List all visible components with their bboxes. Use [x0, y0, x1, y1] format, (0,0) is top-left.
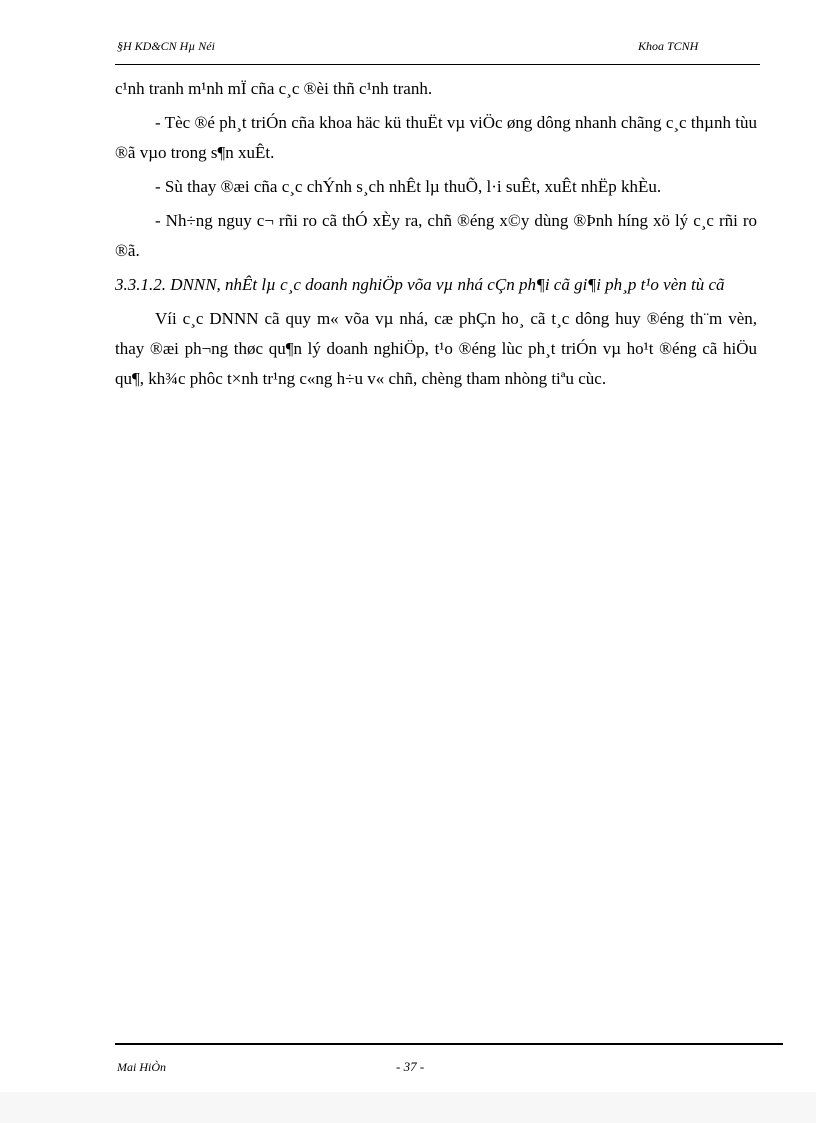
section-subheading: 3.3.1.2. DNNN, nhÊt lµ c¸c doanh nghiÖp võa vµ nhá cÇn ph¶i cã gi¶i ph¸p t¹o vèn tù cã — [115, 275, 725, 294]
main-body — [115, 74, 757, 398]
header-school-name: §H KD&CN Hµ Néi — [117, 39, 215, 53]
header-divider — [115, 64, 760, 65]
footer-author: Mai HiÒn — [117, 1060, 166, 1074]
body-paragraph-5: Víi c¸c DNNN cã quy m« võa vµ nhá, cæ phÇn ho¸ cã t¸c dông huy ®éng th¨m vèn, thay ®æi ph¬ng thøc qu¶n lý doanh nghiÖp, t¹o ®éng lùc ph¸t triÓn vµ ho¹t ®éng cã hiÖu qu¶, kh¾c phôc t×nh tr¹ng c«ng h÷u v« chñ, chèng tham nhòng tiªu cùc. — [115, 309, 757, 388]
body-paragraph-4: - Nh÷ng nguy c¬ rñi ro cã thÓ xÈy ra, chñ ®éng x©y dùng ®Þnh híng xö lý c¸c rñi ro ®ã. — [115, 211, 757, 260]
page-number: - 37 - — [396, 1059, 425, 1074]
bottom-margin-band — [0, 1092, 816, 1123]
header-faculty-name: Khoa TCNH — [638, 39, 699, 53]
footer-divider — [115, 1043, 783, 1045]
body-paragraph-3: - Sù thay ®æi cña c¸c chÝnh s¸ch nhÊt lµ thuÕ, l·i suÊt, xuÊt nhËp khÈu. — [155, 177, 662, 196]
body-paragraph-2: - Tèc ®é ph¸t triÓn cña khoa häc kü thuËt vµ viÖc øng dông nhanh chãng c¸c thµnh tùu ®ã vµo trong s¶n xuÊt. — [115, 113, 757, 162]
body-paragraph-1: c¹nh tranh m¹nh mÏ cña c¸c ®èi thñ c¹nh tranh. — [115, 79, 433, 98]
